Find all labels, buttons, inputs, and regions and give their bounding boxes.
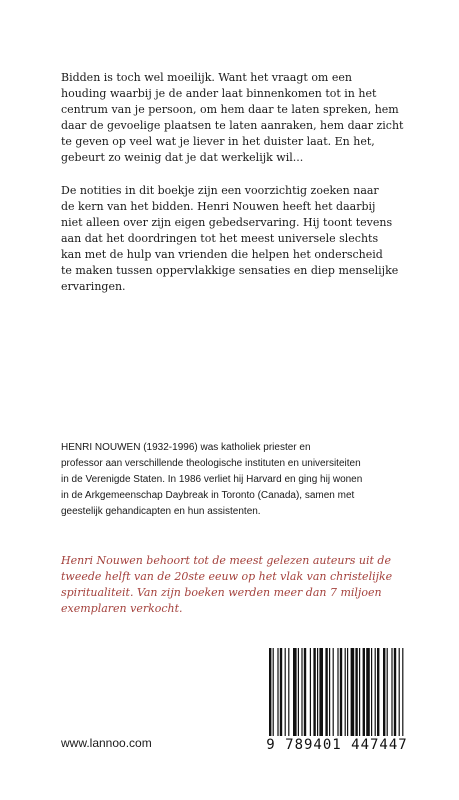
barcode-bar xyxy=(377,648,379,736)
barcode-bar xyxy=(399,648,400,736)
barcode-bars xyxy=(269,648,405,736)
barcode-bar xyxy=(391,648,392,736)
barcode-bar xyxy=(313,648,315,736)
barcode-bar xyxy=(317,648,318,736)
publisher-website: www.lannoo.com xyxy=(61,736,152,750)
barcode-bar xyxy=(273,648,274,736)
highlight-quote: Henri Nouwen behoort tot de meest gelezen auteurs uit de tweede helft van de 20ste eeuw op het vlak van christelijke spiritualiteit. Van zijn boeken werden meer dan 7 miljoen exemplaren verkocht. xyxy=(61,554,393,615)
barcode-bar xyxy=(319,648,323,736)
barcode-bar xyxy=(277,648,278,736)
barcode-bar xyxy=(285,648,286,736)
barcode-bar xyxy=(347,648,348,736)
barcode-bar xyxy=(394,648,396,736)
barcode-bar xyxy=(383,648,385,736)
barcode-bar xyxy=(355,648,357,736)
barcode-bar xyxy=(325,648,327,736)
barcode-bar xyxy=(298,648,299,736)
blurb-paragraph-2: De notities in dit boekje zijn een voorzichtig zoeken naar de kern van het bidden. Henri Nouwen heeft het daarbij niet alleen over zijn eigen gebedservaring. Hij toont tevens aan dat het doordringen tot het meest universele slechts kan met de hulp van vrienden die helpen het onderscheid te maken tussen oppervlakkige sensaties en diep menselijke ervaringen. xyxy=(61,184,399,293)
barcode-bar xyxy=(310,648,311,736)
barcode-bar xyxy=(363,648,365,736)
barcode-bar xyxy=(337,648,338,736)
barcode-bar xyxy=(293,648,297,736)
barcode-bar xyxy=(375,648,376,736)
barcode-bar xyxy=(301,648,302,736)
barcode-bar xyxy=(387,648,388,736)
isbn-number: 9 789401 447447 xyxy=(266,737,408,753)
barcode-bar xyxy=(304,648,306,736)
blurb-paragraph-1: Bidden is toch wel moeilijk. Want het vraagt om een houding waarbij je de ander laat binnenkomen tot in het centrum van je persoon, om hem daar te laten spreken, hem daar de gevoelige plaatsen te laten aanraken, hem daar zicht te geven op veel wat je liever in het duister laat. En het, gebeurt zo weinig dat je dat werkelijk wil... xyxy=(61,71,404,164)
barcode-bar xyxy=(288,648,289,736)
barcode-bar xyxy=(280,648,282,736)
barcode-bar xyxy=(351,648,355,736)
barcode-bar xyxy=(402,648,403,736)
author-bio: HENRI NOUWEN (1932-1996) was katholiek priester en professor aan verschillende theologische instituten en universiteiten in de Verenigde Staten. In 1986 verliet hij Harvard en ging hij wonen in de Arkgemeenschap Daybreak in Toronto (Canada), samen met geestelijk gehandicapten en hun assistenten. xyxy=(61,442,363,517)
barcode-bar xyxy=(329,648,330,736)
barcode-bar xyxy=(333,648,334,736)
barcode-bar xyxy=(269,648,271,736)
barcode-bar xyxy=(371,648,372,736)
barcode-bar xyxy=(366,648,370,736)
barcode-bar xyxy=(345,648,346,736)
barcode-bar xyxy=(359,648,360,736)
barcode-bar xyxy=(340,648,342,736)
barcode xyxy=(261,640,413,768)
